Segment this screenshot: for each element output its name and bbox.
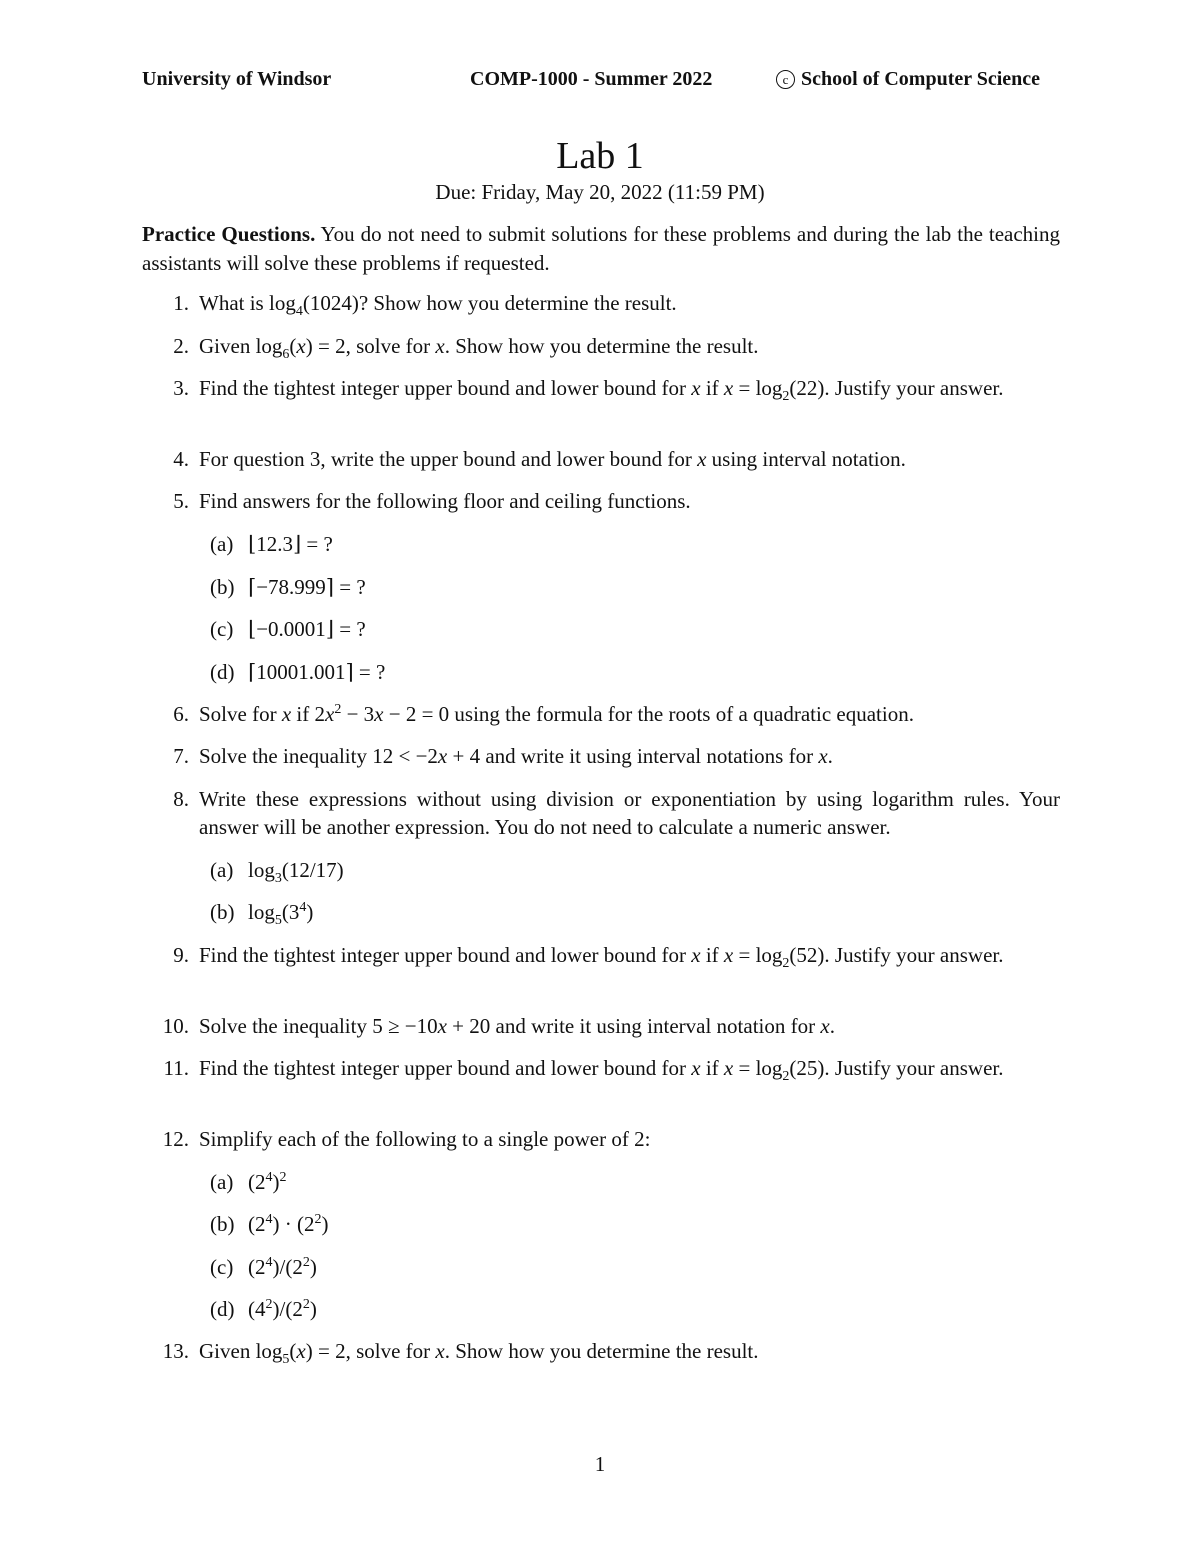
text-run: (2 bbox=[248, 1212, 266, 1236]
question-12 bbox=[142, 1125, 1060, 1153]
text-run: ( bbox=[289, 334, 297, 358]
math-var: x bbox=[697, 447, 707, 471]
text-run: if bbox=[700, 943, 724, 967]
subquestion-label: (d) bbox=[210, 1297, 235, 1321]
text-run: . Show how you determine the result. bbox=[444, 1339, 759, 1363]
subscript: 2 bbox=[782, 389, 790, 404]
question-number: 3. bbox=[173, 376, 189, 400]
header-university: University of Windsor bbox=[142, 68, 332, 90]
question-number: 5. bbox=[173, 489, 189, 513]
text-run: . bbox=[829, 1014, 835, 1038]
text-run: = log bbox=[733, 943, 783, 967]
question-text bbox=[199, 445, 1060, 473]
subquestion-label: (a) bbox=[210, 1170, 234, 1194]
question-number: 2. bbox=[173, 334, 189, 358]
question-text bbox=[199, 700, 1060, 728]
question-text bbox=[199, 1054, 1060, 1082]
question-number: 6. bbox=[173, 702, 189, 726]
subscript: 2 bbox=[782, 1069, 790, 1084]
text-run: Find the tightest integer upper bound and lower bound for bbox=[199, 376, 692, 400]
question-text: Simplify each of the following to a single power of 2: bbox=[199, 1127, 651, 1151]
superscript: 2 bbox=[279, 1170, 287, 1185]
question-1 bbox=[142, 289, 1060, 317]
math-var: x bbox=[723, 943, 734, 967]
math-var: x bbox=[691, 1056, 701, 1080]
math-expression: ⌈−78.999⌉ = ? bbox=[248, 575, 366, 599]
text-run: ) bbox=[309, 1297, 317, 1321]
subquestion-12b bbox=[210, 1210, 328, 1238]
text-run: = log bbox=[733, 1056, 783, 1080]
question-5 bbox=[142, 487, 1060, 515]
subscript: 3 bbox=[274, 871, 282, 886]
text-run: using interval notation. bbox=[706, 447, 906, 471]
text-run: (3 bbox=[281, 900, 300, 924]
text-run: ) bbox=[272, 1170, 280, 1194]
math-var: x bbox=[437, 744, 448, 768]
question-number: 12. bbox=[162, 1127, 189, 1151]
subscript: 6 bbox=[282, 347, 290, 362]
superscript: 2 bbox=[265, 1297, 273, 1312]
text-run: (2 bbox=[248, 1170, 266, 1194]
question-text: Find answers for the following floor and ceiling functions. bbox=[199, 489, 691, 513]
text-run: ) · (2 bbox=[272, 1212, 315, 1236]
subquestion-5d bbox=[210, 658, 385, 686]
text-run: . Show how you determine the result. bbox=[444, 334, 759, 358]
question-number: 4. bbox=[173, 447, 189, 471]
question-number: 13. bbox=[162, 1339, 189, 1363]
text-run: if bbox=[700, 1056, 724, 1080]
subquestion-8b bbox=[210, 898, 313, 926]
math-var: x bbox=[818, 744, 828, 768]
header-school bbox=[776, 68, 1040, 91]
page-title: Lab 1 bbox=[556, 135, 644, 177]
subquestion-5b bbox=[210, 573, 366, 601]
question-number: 1. bbox=[173, 291, 189, 315]
superscript: 4 bbox=[265, 1212, 273, 1227]
text-run: Find the tightest integer upper bound and lower bound for bbox=[199, 1056, 692, 1080]
text-run: ) = 2, solve for bbox=[305, 1339, 436, 1363]
text-run: ) bbox=[306, 900, 314, 924]
text-run: if 2 bbox=[291, 702, 325, 726]
text-run: ) = 2, solve for bbox=[305, 334, 436, 358]
text-run: (2 bbox=[248, 1255, 266, 1279]
text-run: Solve the inequality 5 ≥ −10 bbox=[199, 1014, 438, 1038]
math-var: x bbox=[691, 943, 701, 967]
subquestion-12a bbox=[210, 1168, 287, 1196]
math-var: x bbox=[723, 1056, 734, 1080]
superscript: 2 bbox=[302, 1297, 310, 1312]
question-number: 8. bbox=[173, 787, 189, 811]
text-run: + 20 and write it using interval notation for bbox=[446, 1014, 821, 1038]
subquestion-5a bbox=[210, 530, 333, 558]
question-text bbox=[199, 941, 1060, 969]
question-text bbox=[199, 1012, 1060, 1040]
text-run: . bbox=[827, 744, 833, 768]
text-run: (4 bbox=[248, 1297, 266, 1321]
subquestion-8a bbox=[210, 856, 344, 884]
math-var: x bbox=[374, 702, 384, 726]
text-run: (22). Justify your answer. bbox=[789, 376, 1004, 400]
question-number: 10. bbox=[162, 1014, 189, 1038]
text-run: Solve for bbox=[199, 702, 282, 726]
header-course: COMP-1000 - Summer 2022 bbox=[470, 68, 713, 90]
math-var: x bbox=[723, 376, 734, 400]
text-run: (25). Justify your answer. bbox=[789, 1056, 1004, 1080]
subscript: 5 bbox=[282, 1352, 290, 1367]
question-9 bbox=[142, 941, 1060, 969]
subquestion-label: (b) bbox=[210, 575, 235, 599]
subquestion-label: (d) bbox=[210, 660, 235, 684]
math-var: x bbox=[435, 334, 445, 358]
subquestion-12d bbox=[210, 1295, 317, 1323]
text-run: (12/17) bbox=[281, 858, 344, 882]
question-text bbox=[199, 1337, 1060, 1365]
question-number: 7. bbox=[173, 744, 189, 768]
question-4 bbox=[142, 445, 1060, 473]
question-text bbox=[199, 332, 1060, 360]
text-run: (52). Justify your answer. bbox=[789, 943, 1004, 967]
question-number: 11. bbox=[163, 1056, 189, 1080]
text-run: Given log bbox=[199, 334, 283, 358]
text-run: ( bbox=[289, 1339, 297, 1363]
math-var: x bbox=[691, 376, 701, 400]
math-var: x bbox=[324, 702, 335, 726]
question-text bbox=[199, 289, 1060, 317]
page-number: 1 bbox=[594, 1452, 606, 1476]
question-number: 9. bbox=[173, 943, 189, 967]
math-expression: ⌊−0.0001⌋ = ? bbox=[248, 617, 366, 641]
superscript: 2 bbox=[334, 702, 342, 717]
question-7 bbox=[142, 742, 1060, 770]
superscript: 4 bbox=[265, 1170, 273, 1185]
math-expression: ⌊12.3⌋ = ? bbox=[248, 532, 333, 556]
question-8 bbox=[142, 785, 1060, 841]
intro-heading: Practice Questions. bbox=[142, 222, 316, 246]
subquestion-label: (a) bbox=[210, 532, 234, 556]
text-run: = log bbox=[733, 376, 783, 400]
question-text: Write these expressions without using division or exponentiation by using logarithm rules. Your answer will be another expression. You do not need to calculate a numeric answer. bbox=[199, 787, 1060, 839]
text-run: log bbox=[248, 900, 275, 924]
text-run: − 3 bbox=[341, 702, 375, 726]
superscript: 2 bbox=[302, 1255, 310, 1270]
intro-paragraph bbox=[142, 220, 1060, 278]
math-var: x bbox=[437, 1014, 447, 1038]
text-run: Solve the inequality 12 < −2 bbox=[199, 744, 438, 768]
subscript: 4 bbox=[295, 304, 303, 319]
text-run: + 4 and write it using interval notations for bbox=[447, 744, 819, 768]
due-date: Due: Friday, May 20, 2022 (11:59 PM) bbox=[435, 180, 765, 204]
math-var: x bbox=[296, 334, 306, 358]
question-10 bbox=[142, 1012, 1060, 1040]
math-expression: ⌈10001.001⌉ = ? bbox=[248, 660, 386, 684]
header-school-label: School of Computer Science bbox=[801, 68, 1041, 90]
text-run: For question 3, write the upper bound and lower bound for bbox=[199, 447, 698, 471]
question-6 bbox=[142, 700, 1060, 728]
question-2 bbox=[142, 332, 1060, 360]
superscript: 4 bbox=[299, 900, 307, 915]
copyright-icon: c bbox=[776, 70, 795, 89]
math-var: x bbox=[435, 1339, 445, 1363]
text-run: What is log bbox=[199, 291, 296, 315]
text-run: (1024)? Show how you determine the result. bbox=[302, 291, 677, 315]
subscript: 2 bbox=[782, 956, 790, 971]
text-run: ) bbox=[309, 1255, 317, 1279]
question-3 bbox=[142, 374, 1060, 402]
subquestion-label: (b) bbox=[210, 1212, 235, 1236]
superscript: 2 bbox=[314, 1212, 322, 1227]
text-run: log bbox=[248, 858, 275, 882]
text-run: if bbox=[700, 376, 724, 400]
subquestion-12c bbox=[210, 1253, 317, 1281]
subquestion-label: (a) bbox=[210, 858, 234, 882]
text-run: Find the tightest integer upper bound and lower bound for bbox=[199, 943, 692, 967]
question-text bbox=[199, 742, 1060, 770]
text-run: − 2 = 0 using the formula for the roots of a quadratic equation. bbox=[383, 702, 914, 726]
text-run: )/(2 bbox=[272, 1297, 303, 1321]
subquestion-label: (c) bbox=[210, 1255, 234, 1279]
text-run: ) bbox=[321, 1212, 329, 1236]
math-var: x bbox=[281, 702, 292, 726]
subquestion-label: (c) bbox=[210, 617, 234, 641]
question-13 bbox=[142, 1337, 1060, 1365]
question-11 bbox=[142, 1054, 1060, 1082]
question-text bbox=[199, 374, 1060, 402]
subquestion-5c bbox=[210, 615, 366, 643]
subquestion-label: (b) bbox=[210, 900, 235, 924]
text-run: Given log bbox=[199, 1339, 283, 1363]
math-var: x bbox=[296, 1339, 306, 1363]
subscript: 5 bbox=[274, 913, 282, 928]
superscript: 4 bbox=[265, 1255, 273, 1270]
text-run: )/(2 bbox=[272, 1255, 303, 1279]
math-var: x bbox=[820, 1014, 830, 1038]
intro-text: You do not need to submit solutions for these problems and during the lab the teaching assistants will solve these problems if requested. bbox=[142, 222, 1060, 275]
